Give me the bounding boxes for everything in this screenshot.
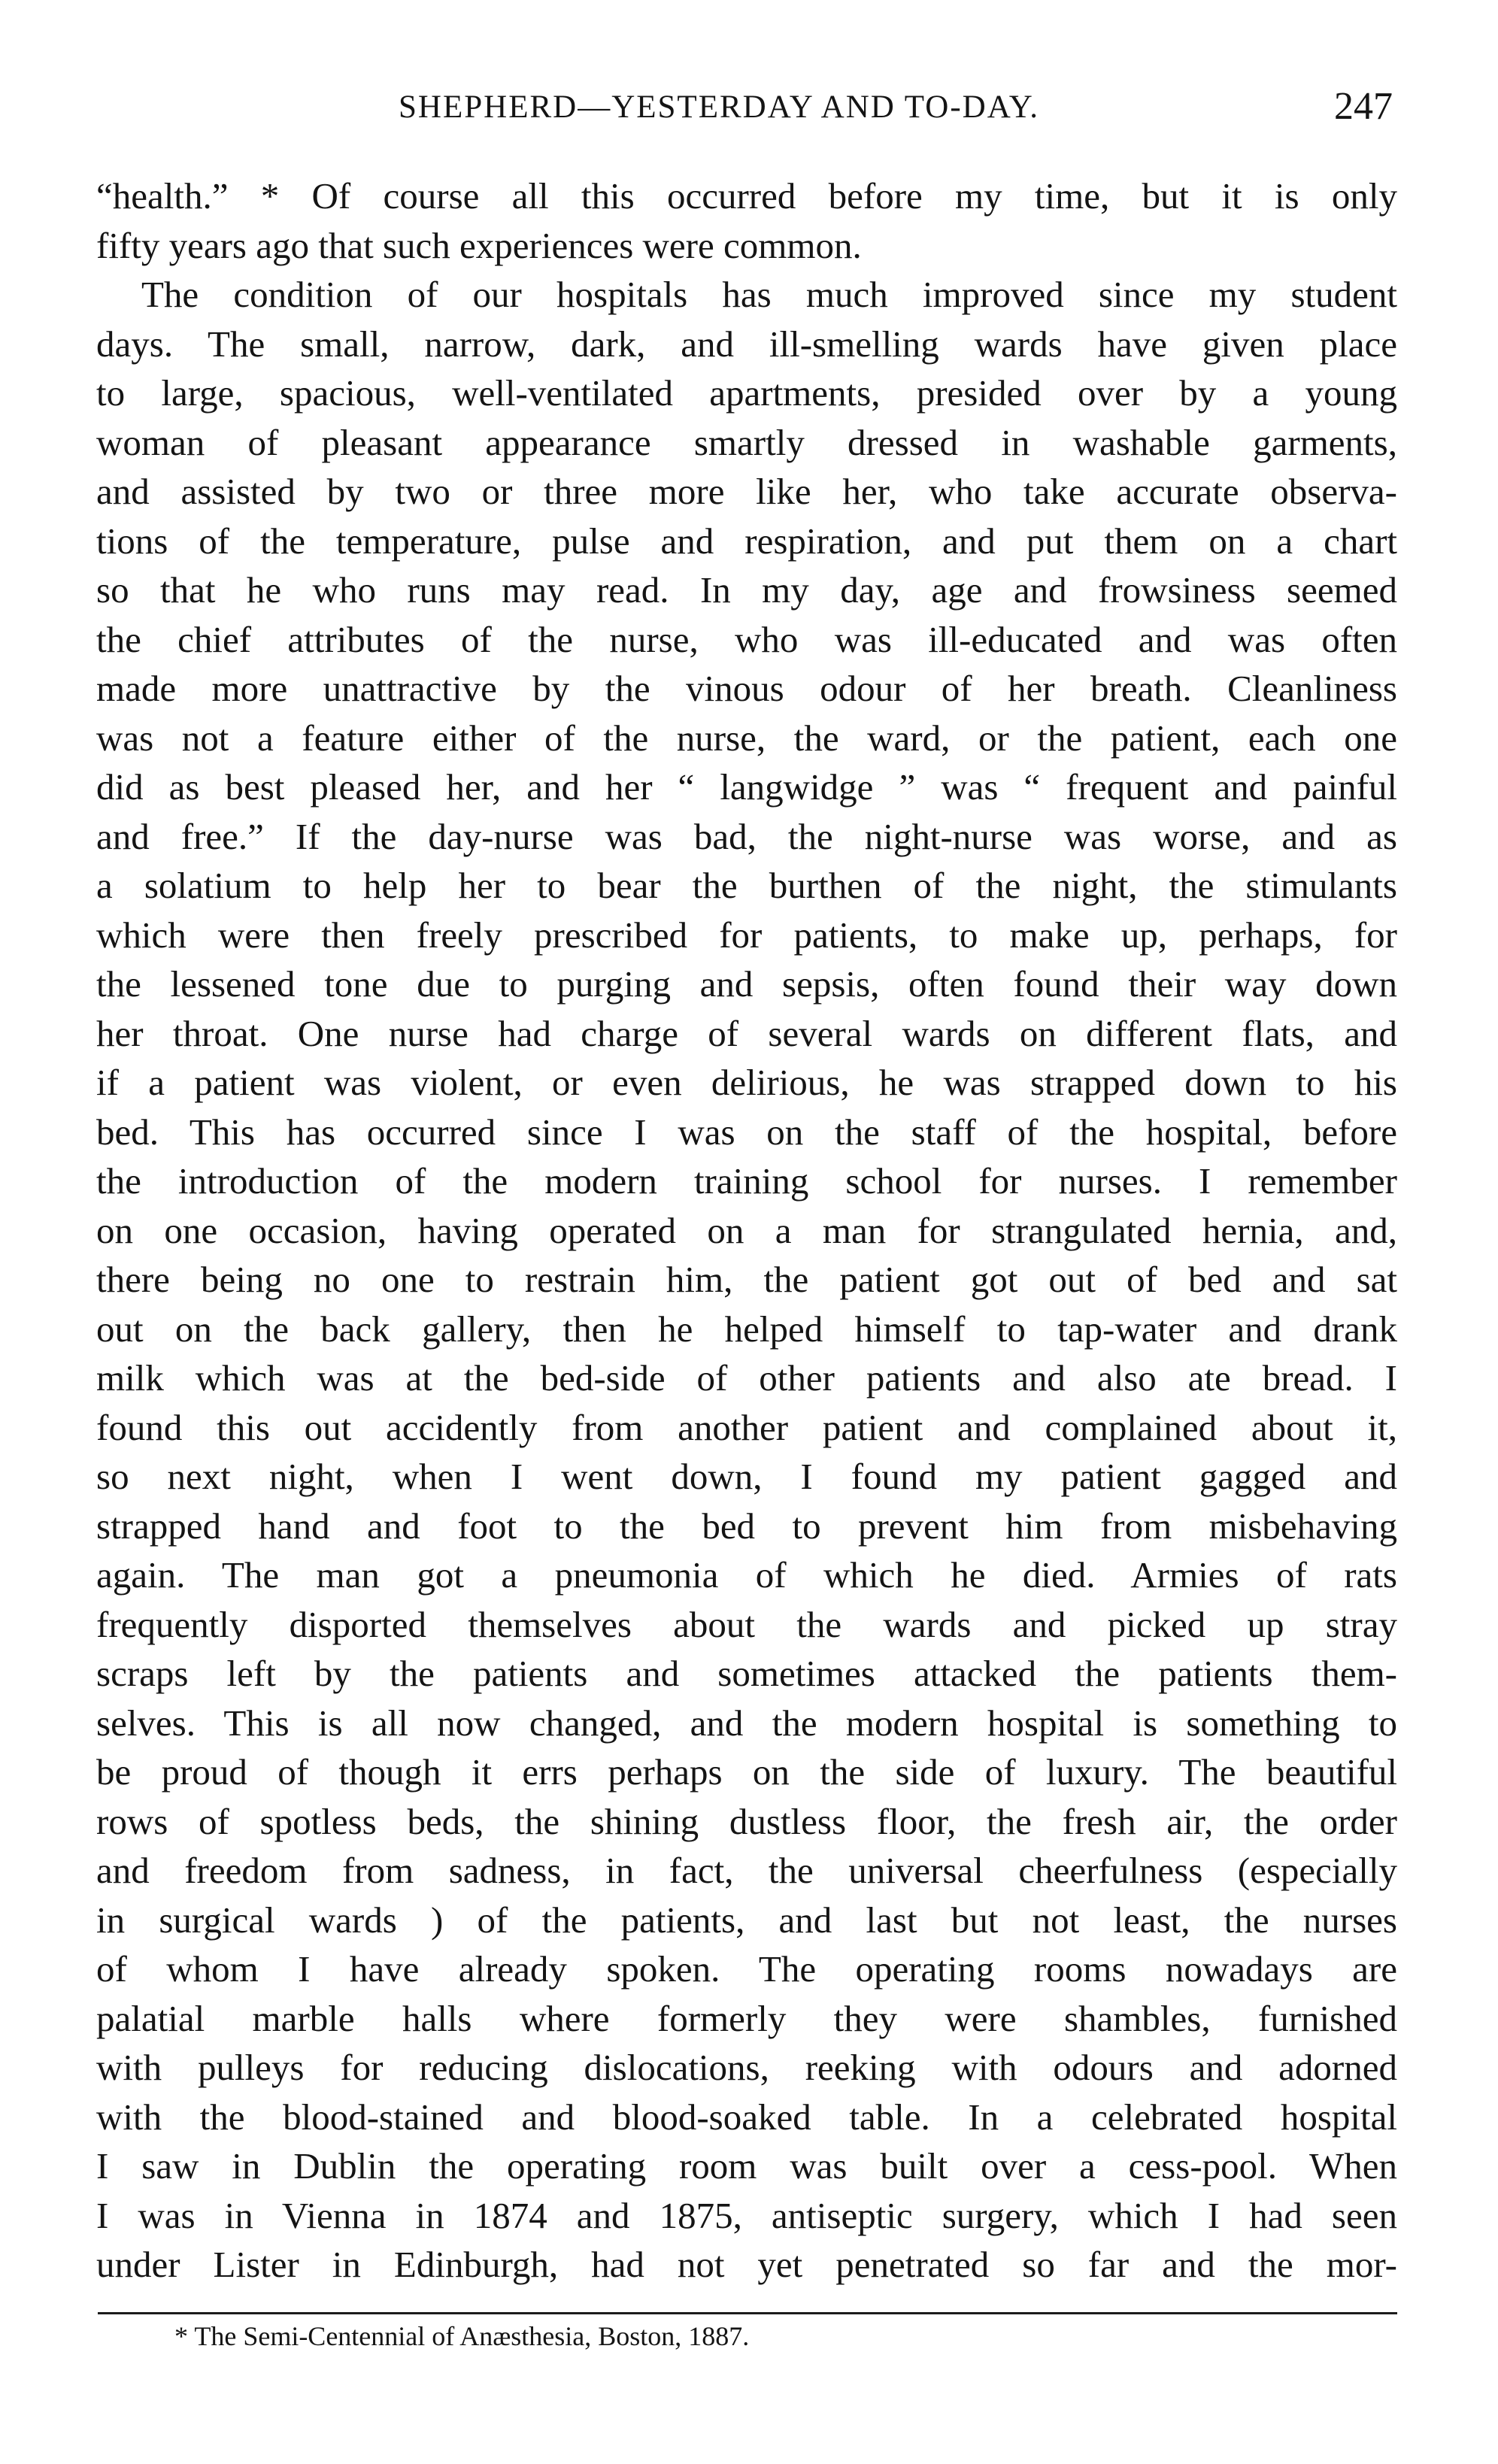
text-line: and free.” If the day-nurse was bad, the night-nurse was worse, and as (96, 815, 1397, 857)
text-line: milk which was at the bed-side of other patients and also ate bread. I (96, 1357, 1397, 1399)
text-line: there being no one to restrain him, the patient got out of bed and sat (96, 1259, 1397, 1300)
text-line: bed. This has occurred since I was on the staff of the hospital, before (96, 1111, 1397, 1153)
footnote-rule (98, 2312, 1397, 2314)
text-line: out on the back gallery, then he helped himself to tap-water and drank (96, 1308, 1397, 1350)
text-line: and freedom from sadness, in fact, the universal cheerfulness (especially (96, 1850, 1397, 1891)
text-line: I was in Vienna in 1874 and 1875, antiseptic surgery, which I had seen (96, 2194, 1397, 2236)
text-line: strapped hand and foot to the bed to prevent him from misbehaving (96, 1505, 1397, 1547)
text-line: rows of spotless beds, the shining dustless floor, the fresh air, the order (96, 1800, 1397, 1842)
text-line: found this out accidently from another patient and complained about it, (96, 1406, 1397, 1448)
text-line: with pulleys for reducing dislocations, reeking with odours and adorned (96, 2047, 1397, 2088)
body-text (96, 171, 1397, 2290)
text-line: scraps left by the patients and sometimes attacked the patients them- (96, 1653, 1397, 1694)
text-line: made more unattractive by the vinous odour of her breath. Cleanliness (96, 668, 1397, 709)
footnote: * The Semi-Centennial of Anæsthesia, Boston, 1887. (174, 2321, 750, 2351)
text-line: the lessened tone due to purging and sepsis, often found their way down (96, 963, 1397, 1005)
text-line: again. The man got a pneumonia of which he died. Armies of rats (96, 1554, 1397, 1596)
running-head (105, 85, 1393, 141)
text-line: the chief attributes of the nurse, who was ill-educated and was often (96, 618, 1397, 660)
text-line: tions of the temperature, pulse and respiration, and put them on a chart (96, 520, 1397, 562)
text-line: the introduction of the modern training school for nurses. I remember (96, 1160, 1397, 1202)
text-line: her throat. One nurse had charge of several wards on different flats, and (96, 1012, 1397, 1054)
text-line: so next night, when I went down, I found my patient gagged and (96, 1456, 1397, 1497)
text-line: palatial marble halls where formerly they were shambles, furnished (96, 1997, 1397, 2039)
running-title: SHEPHERD—YESTERDAY AND TO-DAY. (399, 89, 1040, 125)
text-line: which were then freely prescribed for patients, to make up, perhaps, for (96, 914, 1397, 956)
text-line: in surgical wards ) of the patients, and last but not least, the nurses (96, 1899, 1397, 1941)
text-line: frequently disported themselves about the wards and picked up stray (96, 1603, 1397, 1645)
text-line: fifty years ago that such experiences were common. (96, 224, 862, 266)
text-line: on one occasion, having operated on a man for strangulated hernia, and, (96, 1209, 1397, 1251)
text-line: if a patient was violent, or even delirious, he was strapped down to his (96, 1062, 1397, 1103)
text-line: I saw in Dublin the operating room was built over a cess-pool. When (96, 2145, 1397, 2187)
text-line: be proud of though it errs perhaps on the side of luxury. The beautiful (96, 1751, 1397, 1793)
text-line: under Lister in Edinburgh, had not yet penetrated so far and the mor- (96, 2244, 1397, 2285)
text-line: a solatium to help her to bear the burthen of the night, the stimulants (96, 865, 1397, 906)
text-line: The condition of our hospitals has much improved since my student (141, 274, 1397, 315)
text-line: to large, spacious, well-ventilated apartments, presided over by a young (96, 372, 1397, 414)
text-line: woman of pleasant appearance smartly dressed in washable garments, (96, 421, 1397, 463)
page-number: 247 (1334, 85, 1393, 128)
text-line: did as best pleased her, and her “ langwidge ” was “ frequent and painful (96, 766, 1397, 808)
text-line: “health.” * Of course all this occurred before my time, but it is only (96, 175, 1397, 217)
text-line: days. The small, narrow, dark, and ill-smelling wards have given place (96, 323, 1397, 365)
text-line: selves. This is all now changed, and the modern hospital is something to (96, 1702, 1397, 1744)
text-line: of whom I have already spoken. The operating rooms nowadays are (96, 1948, 1397, 1990)
text-line: so that he who runs may read. In my day, age and frowsiness seemed (96, 569, 1397, 611)
text-line: and assisted by two or three more like her, who take accurate observa- (96, 471, 1397, 512)
text-line: was not a feature either of the nurse, the ward, or the patient, each one (96, 717, 1397, 759)
text-line: with the blood-stained and blood-soaked table. In a celebrated hospital (96, 2096, 1397, 2138)
